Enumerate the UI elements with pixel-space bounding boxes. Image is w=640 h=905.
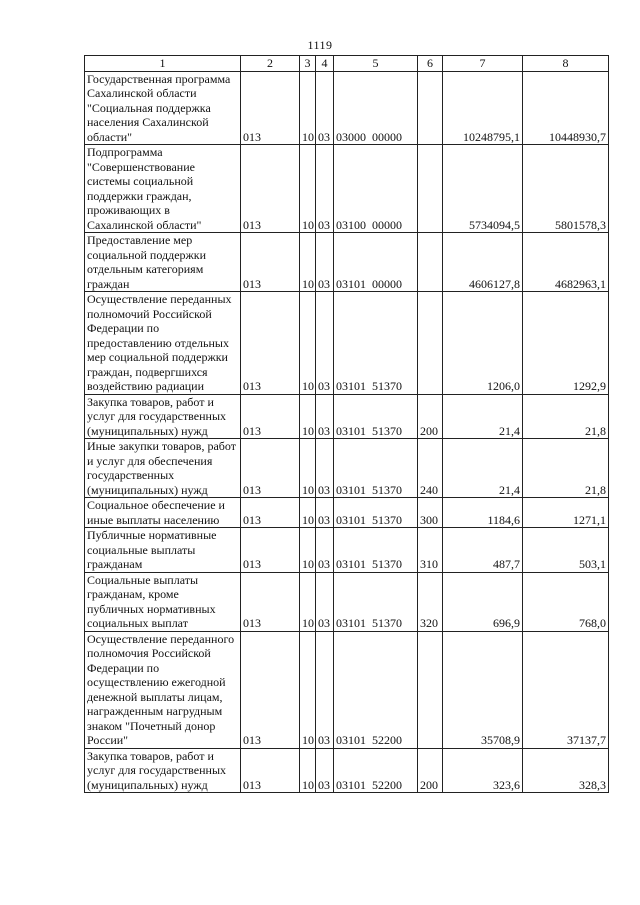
expense-type-code — [418, 631, 443, 748]
table-row — [85, 498, 609, 528]
table-row — [85, 292, 609, 395]
amount-year-1: 4606127,8 — [443, 233, 523, 292]
section-code: 10 — [300, 439, 316, 498]
table-row — [85, 145, 609, 233]
expense-type-code: 300 — [418, 498, 443, 528]
expense-type-code: 200 — [418, 394, 443, 439]
ministry-code: 013 — [241, 145, 300, 233]
section-code: 10 — [300, 292, 316, 395]
table-row — [85, 233, 609, 292]
section-code: 10 — [300, 394, 316, 439]
amount-year-1: 323,6 — [443, 748, 523, 793]
expense-type-code: 320 — [418, 572, 443, 631]
target-article-code: 03101 51370 — [334, 572, 418, 631]
table-row — [85, 394, 609, 439]
row-name: Закупка товаров, работ и услуг для государственных (муниципальных) нужд — [85, 748, 241, 793]
amount-year-1: 1184,6 — [443, 498, 523, 528]
row-name: Социальное обеспечение и иные выплаты населению — [85, 498, 241, 528]
section-code: 10 — [300, 631, 316, 748]
ministry-code: 013 — [241, 233, 300, 292]
row-name: Иные закупки товаров, работ и услуг для обеспечения государственных (муниципальных) нужд — [85, 439, 241, 498]
subsection-code: 03 — [316, 71, 334, 145]
table-row — [85, 631, 609, 748]
subsection-code: 03 — [316, 631, 334, 748]
amount-year-2: 21,8 — [523, 439, 609, 498]
target-article-code: 03101 51370 — [334, 292, 418, 395]
ministry-code: 013 — [241, 394, 300, 439]
table-row — [85, 572, 609, 631]
target-article-code: 03101 51370 — [334, 394, 418, 439]
subsection-code: 03 — [316, 145, 334, 233]
section-code: 10 — [300, 233, 316, 292]
amount-year-1: 696,9 — [443, 572, 523, 631]
target-article-code: 03101 51370 — [334, 439, 418, 498]
expense-type-code — [418, 71, 443, 145]
subsection-code: 03 — [316, 394, 334, 439]
row-name: Публичные нормативные социальные выплаты гражданам — [85, 528, 241, 573]
amount-year-1: 10248795,1 — [443, 71, 523, 145]
amount-year-1: 35708,9 — [443, 631, 523, 748]
expense-type-code: 200 — [418, 748, 443, 793]
amount-year-2: 21,8 — [523, 394, 609, 439]
target-article-code: 03100 00000 — [334, 145, 418, 233]
section-code: 10 — [300, 572, 316, 631]
target-article-code: 03101 52200 — [334, 631, 418, 748]
row-name: Предоставление мер социальной поддержки отдельным категориям граждан — [85, 233, 241, 292]
table-row — [85, 528, 609, 573]
target-article-code: 03101 52200 — [334, 748, 418, 793]
table-row — [85, 748, 609, 793]
expense-type-code — [418, 292, 443, 395]
column-header: 5 — [334, 56, 418, 72]
amount-year-2: 37137,7 — [523, 631, 609, 748]
column-header: 3 — [300, 56, 316, 72]
amount-year-2: 1292,9 — [523, 292, 609, 395]
subsection-code: 03 — [316, 233, 334, 292]
subsection-code: 03 — [316, 292, 334, 395]
expense-type-code: 310 — [418, 528, 443, 573]
target-article-code: 03101 51370 — [334, 498, 418, 528]
amount-year-2: 4682963,1 — [523, 233, 609, 292]
ministry-code: 013 — [241, 572, 300, 631]
table-row — [85, 71, 609, 145]
column-header: 4 — [316, 56, 334, 72]
column-header: 8 — [523, 56, 609, 72]
amount-year-2: 328,3 — [523, 748, 609, 793]
amount-year-2: 768,0 — [523, 572, 609, 631]
subsection-code: 03 — [316, 528, 334, 573]
subsection-code: 03 — [316, 439, 334, 498]
subsection-code: 03 — [316, 572, 334, 631]
ministry-code: 013 — [241, 439, 300, 498]
amount-year-2: 1271,1 — [523, 498, 609, 528]
ministry-code: 013 — [241, 498, 300, 528]
row-name: Подпрограмма "Совершенствование системы социальной поддержки граждан, проживающих в Сахалинской области" — [85, 145, 241, 233]
header-row — [85, 56, 609, 72]
amount-year-1: 21,4 — [443, 439, 523, 498]
ministry-code: 013 — [241, 631, 300, 748]
section-code: 10 — [300, 498, 316, 528]
row-name: Осуществление переданного полномочия Российской Федерации по осуществлению ежегодной денежной выплаты лицам, награжденным нагрудным знаком "Почетный донор России" — [85, 631, 241, 748]
ministry-code: 013 — [241, 528, 300, 573]
expense-type-code: 240 — [418, 439, 443, 498]
row-name: Закупка товаров, работ и услуг для государственных (муниципальных) нужд — [85, 394, 241, 439]
target-article-code: 03101 51370 — [334, 528, 418, 573]
section-code: 10 — [300, 71, 316, 145]
amount-year-1: 5734094,5 — [443, 145, 523, 233]
amount-year-2: 5801578,3 — [523, 145, 609, 233]
target-article-code: 03000 00000 — [334, 71, 418, 145]
amount-year-2: 503,1 — [523, 528, 609, 573]
budget-table — [84, 55, 609, 793]
ministry-code: 013 — [241, 292, 300, 395]
row-name: Государственная программа Сахалинской области "Социальная поддержка населения Сахалинской области" — [85, 71, 241, 145]
column-header: 6 — [418, 56, 443, 72]
page-number: 1119 — [307, 38, 333, 52]
ministry-code: 013 — [241, 748, 300, 793]
subsection-code: 03 — [316, 498, 334, 528]
amount-year-1: 487,7 — [443, 528, 523, 573]
section-code: 10 — [300, 528, 316, 573]
row-name: Социальные выплаты гражданам, кроме публичных нормативных социальных выплат — [85, 572, 241, 631]
amount-year-1: 21,4 — [443, 394, 523, 439]
column-header: 7 — [443, 56, 523, 72]
column-header: 2 — [241, 56, 300, 72]
expense-type-code — [418, 145, 443, 233]
amount-year-2: 10448930,7 — [523, 71, 609, 145]
subsection-code: 03 — [316, 748, 334, 793]
amount-year-1: 1206,0 — [443, 292, 523, 395]
section-code: 10 — [300, 748, 316, 793]
row-name: Осуществление переданных полномочий Российской Федерации по предоставлению отдельных мер социальной поддержки граждан, подвергшихся воздействию радиации — [85, 292, 241, 395]
table-row — [85, 439, 609, 498]
expense-type-code — [418, 233, 443, 292]
ministry-code: 013 — [241, 71, 300, 145]
target-article-code: 03101 00000 — [334, 233, 418, 292]
section-code: 10 — [300, 145, 316, 233]
column-header: 1 — [85, 56, 241, 72]
